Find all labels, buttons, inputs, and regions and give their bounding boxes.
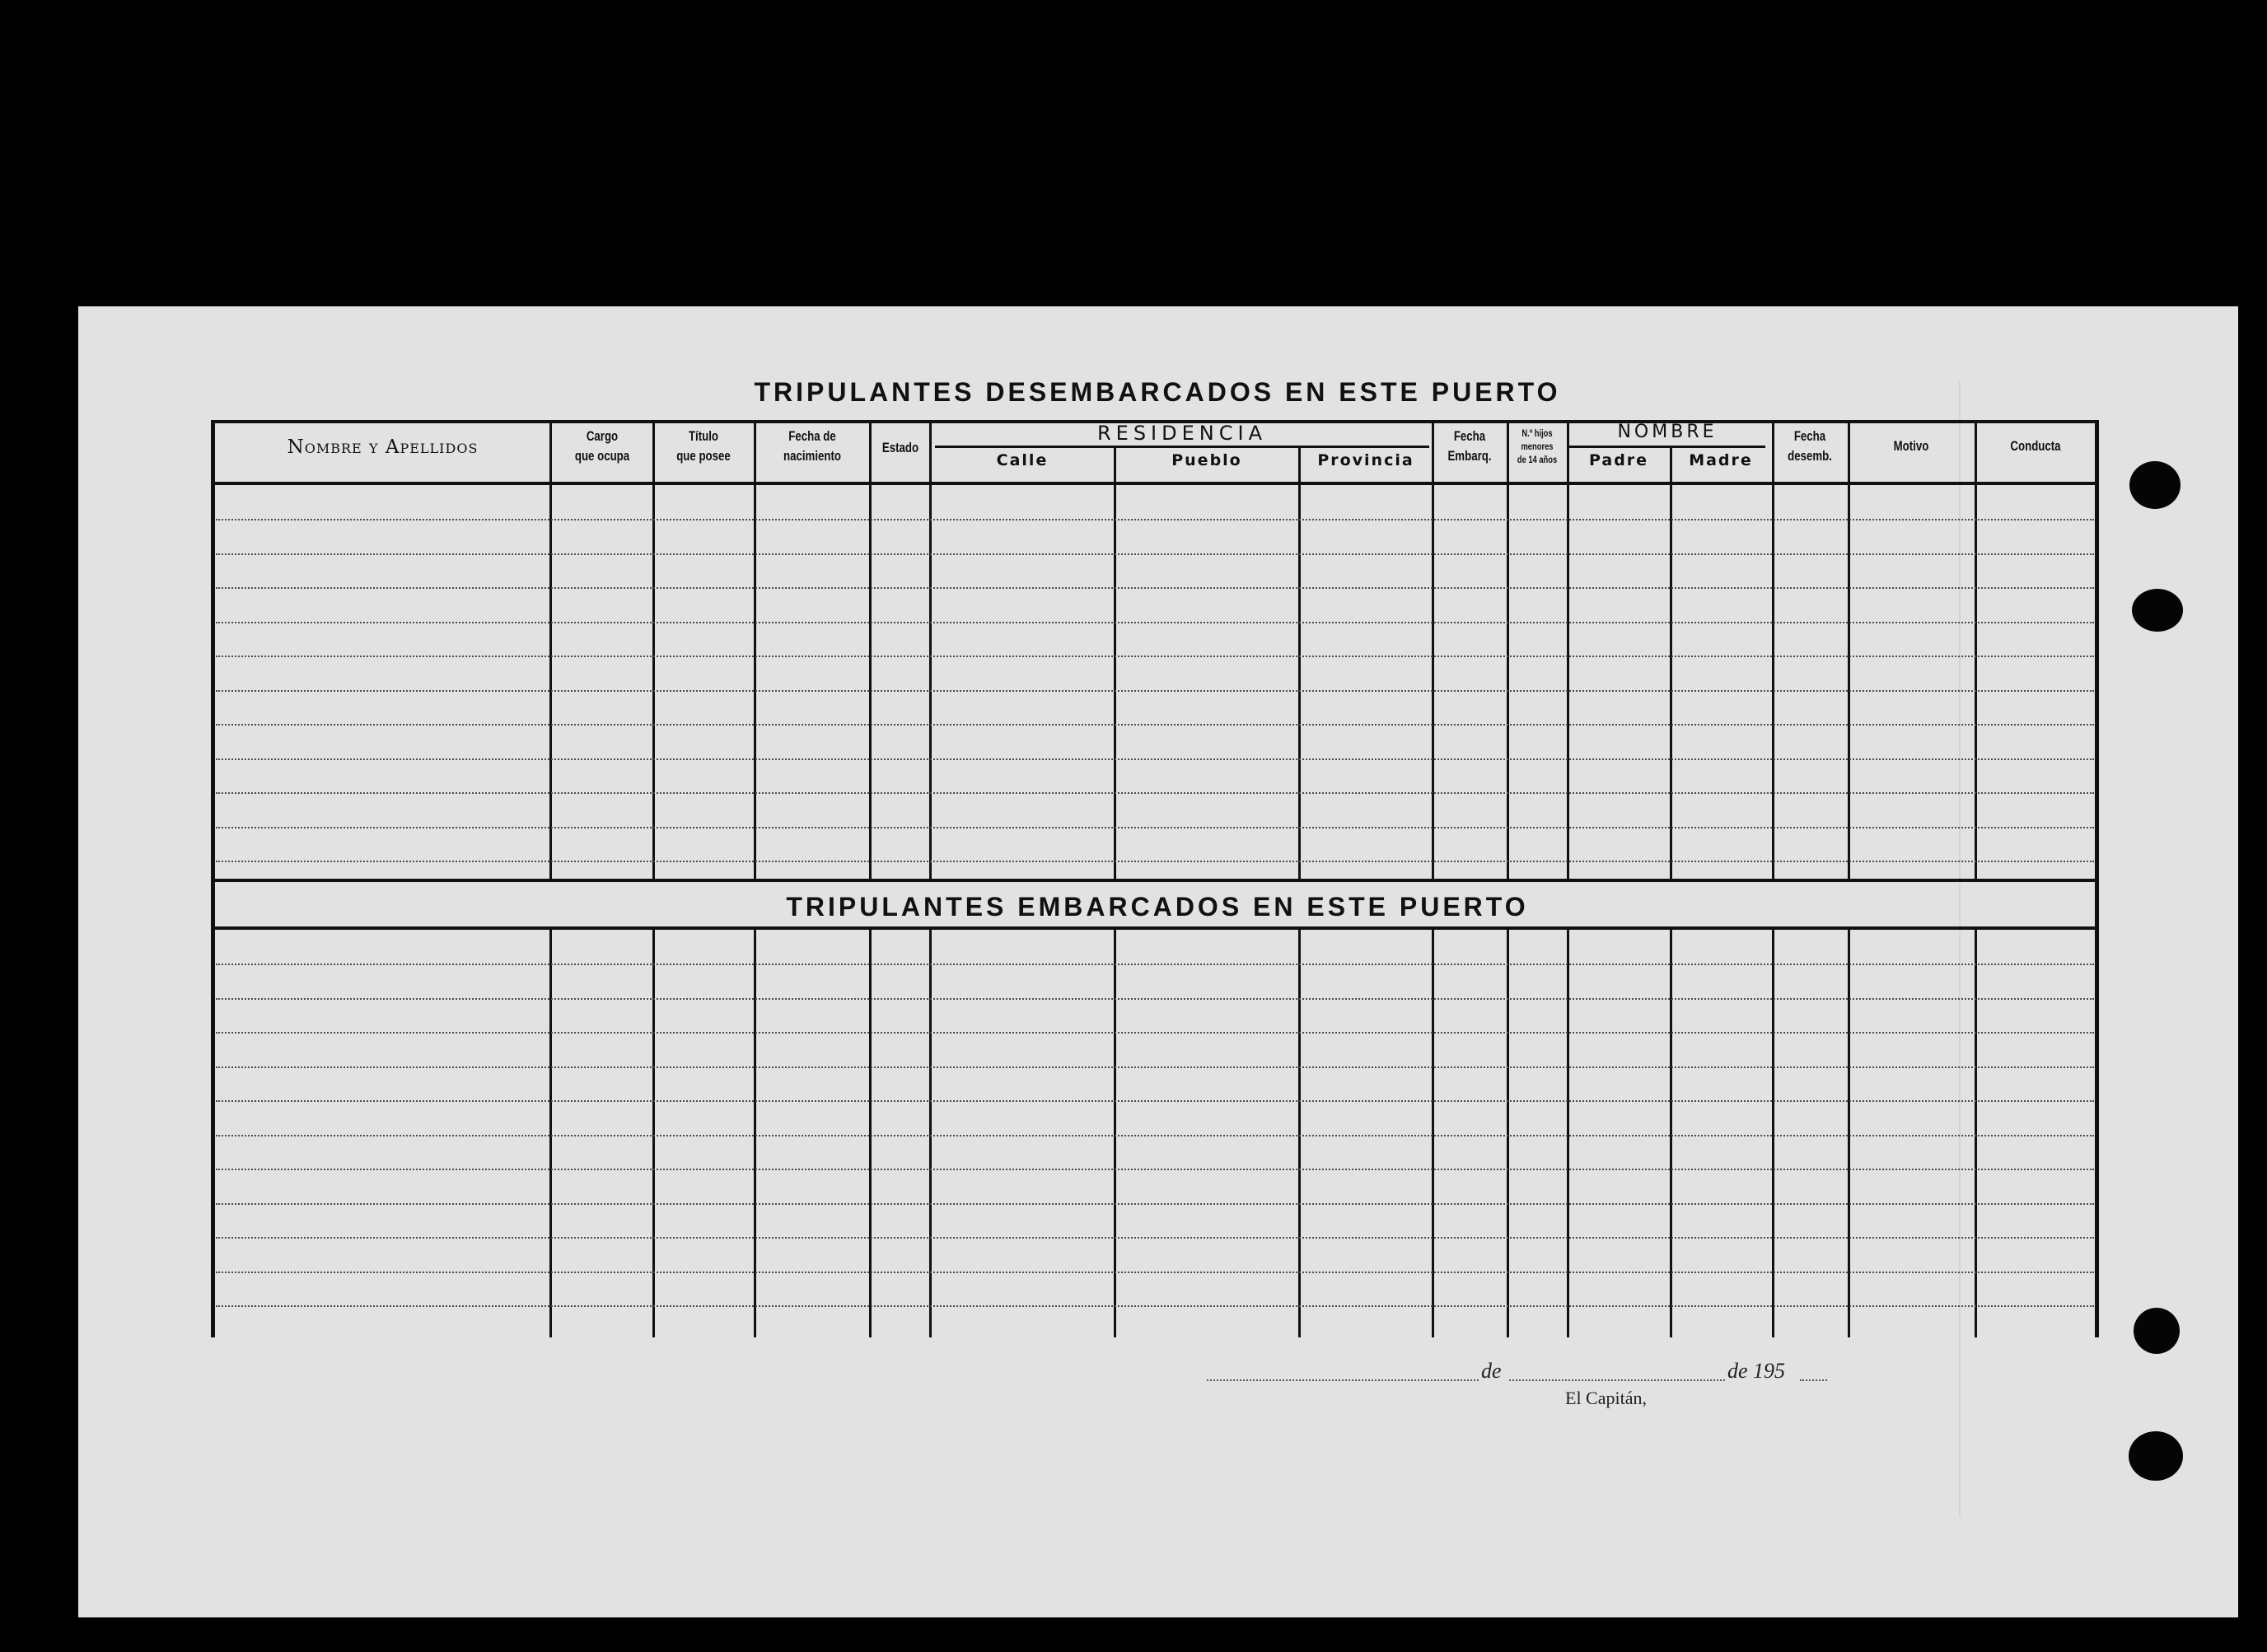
- column-rule: [754, 422, 756, 879]
- row-rule: [216, 1135, 2094, 1136]
- header-padre: Padre: [1588, 451, 1649, 469]
- column-rule: [1670, 448, 1672, 879]
- punch-hole: [2134, 1308, 2180, 1354]
- row-rule: [216, 861, 2094, 862]
- row-rule: [216, 1272, 2094, 1273]
- section-divider-bottom: [213, 926, 2099, 930]
- footer-de-1: de: [1481, 1359, 1502, 1383]
- column-rule: [1567, 930, 1569, 1337]
- column-rule: [1772, 422, 1774, 879]
- residencia-underline: [935, 446, 1429, 448]
- header-estado: Estado: [881, 440, 919, 455]
- row-rule: [216, 587, 2094, 589]
- section-title-desembarcados: TRIPULANTES DESEMBARCADOS EN ESTE PUERTO: [754, 377, 1561, 407]
- header-fecha-embarq: Fecha Embarq.: [1447, 428, 1492, 464]
- column-rule: [1507, 930, 1509, 1337]
- fold-crease: [1959, 380, 1961, 1517]
- column-rule: [1298, 930, 1301, 1337]
- column-rule: [1848, 930, 1850, 1337]
- form-sheet: [78, 306, 2238, 1617]
- footer-year-line: [1800, 1379, 1827, 1381]
- column-rule: [1772, 930, 1774, 1337]
- footer-month-line: [1509, 1379, 1725, 1381]
- column-rule: [1670, 930, 1672, 1337]
- column-rule: [1567, 422, 1569, 879]
- row-rule: [216, 1066, 2094, 1068]
- column-rule: [549, 422, 552, 879]
- column-rule: [1432, 422, 1434, 879]
- column-rule: [929, 930, 932, 1337]
- column-rule: [754, 930, 756, 1337]
- row-rule: [216, 1305, 2094, 1307]
- row-rule: [216, 1100, 2094, 1102]
- column-rule: [1975, 422, 1977, 879]
- header-motivo: Motivo: [1893, 438, 1929, 454]
- row-rule: [216, 964, 2094, 965]
- column-rule: [1298, 448, 1301, 879]
- header-fecha-nacimiento: Fecha de nacimiento: [783, 428, 842, 464]
- column-rule: [1114, 930, 1116, 1337]
- row-rule: [216, 690, 2094, 692]
- row-rule: [216, 1032, 2094, 1034]
- header-bottom-border: [213, 482, 2099, 485]
- footer-date-place-line: [1207, 1379, 1479, 1381]
- column-rule: [1114, 448, 1116, 879]
- row-rule: [216, 792, 2094, 794]
- header-nombre: NOMBRE: [1617, 422, 1718, 442]
- column-rule: [869, 422, 872, 879]
- header-fecha-desemb: Fecha desemb.: [1788, 428, 1832, 464]
- header-madre: Madre: [1689, 451, 1753, 469]
- row-rule: [216, 827, 2094, 828]
- nombre-underline: [1569, 446, 1765, 448]
- header-hijos: N.º hijos menores de 14 años: [1517, 427, 1558, 465]
- punch-hole: [2129, 461, 2181, 509]
- row-rule: [216, 1169, 2094, 1170]
- header-provincia: Provincia: [1317, 451, 1414, 469]
- column-rule: [652, 422, 655, 879]
- row-rule: [216, 656, 2094, 657]
- column-rule: [1432, 930, 1434, 1337]
- punch-hole: [2129, 1431, 2183, 1481]
- header-pueblo: Pueblo: [1171, 451, 1242, 469]
- row-rule: [216, 1237, 2094, 1239]
- row-rule: [216, 1203, 2094, 1205]
- row-rule: [216, 724, 2094, 726]
- section-divider-top: [213, 879, 2099, 882]
- column-rule: [1975, 930, 1977, 1337]
- header-residencia: RESIDENCIA: [1096, 422, 1267, 445]
- column-rule: [549, 930, 552, 1337]
- column-rule: [652, 930, 655, 1337]
- row-rule: [216, 622, 2094, 623]
- header-titulo: Título que posee: [676, 428, 731, 464]
- punch-hole: [2132, 589, 2183, 632]
- row-rule: [216, 998, 2094, 1000]
- header-conducta: Conducta: [2010, 438, 2061, 454]
- row-rule: [216, 519, 2094, 520]
- section-title-embarcados: TRIPULANTES EMBARCADOS EN ESTE PUERTO: [786, 892, 1529, 922]
- column-rule: [1507, 422, 1509, 879]
- column-rule: [869, 930, 872, 1337]
- header-nombre-apellidos: Nombre y Apellidos: [287, 436, 479, 458]
- header-cargo: Cargo que ocupa: [574, 428, 630, 464]
- header-calle: Calle: [996, 451, 1049, 469]
- footer-de-2: de 195: [1727, 1359, 1786, 1383]
- row-rule: [216, 553, 2094, 555]
- column-rule: [929, 422, 932, 879]
- row-rule: [216, 758, 2094, 760]
- footer-signature-label: El Capitán,: [1565, 1388, 1647, 1408]
- column-rule: [1848, 422, 1850, 879]
